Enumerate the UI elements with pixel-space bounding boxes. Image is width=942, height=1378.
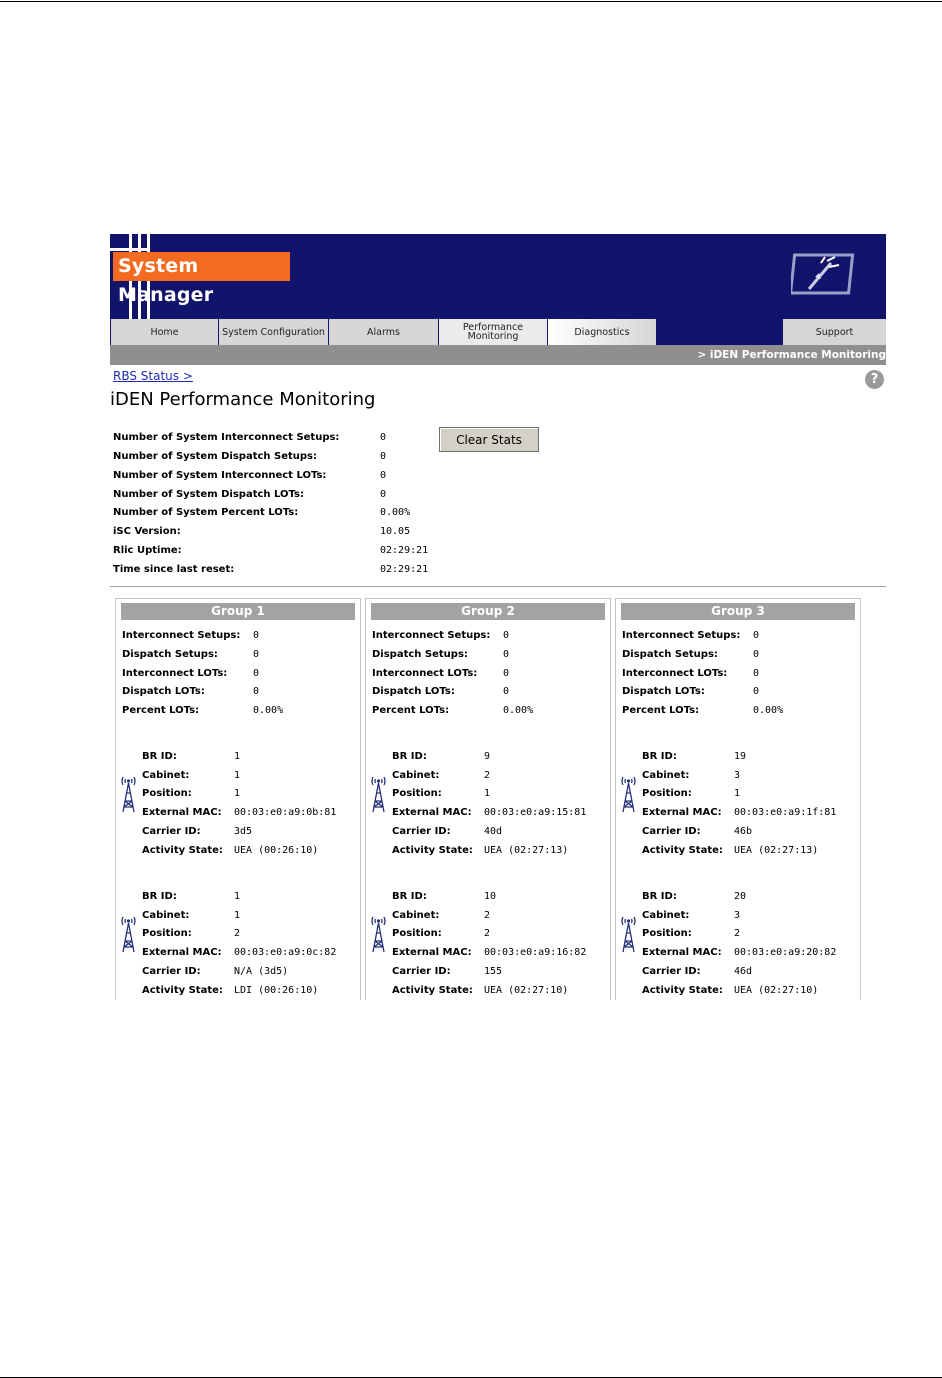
br-field-value: 00:03:e0:a9:16:82: [484, 947, 587, 958]
group-stat-label: Interconnect LOTs:: [622, 668, 728, 679]
br-field-value: 2: [484, 928, 491, 939]
br-field-value: 00:03:e0:a9:1f:81: [734, 807, 837, 818]
header-banner: [110, 234, 886, 319]
summary-label: Time since last reset:: [113, 564, 235, 575]
group-stat-value: 0.00%: [253, 705, 284, 716]
group-stat-label: Dispatch Setups:: [622, 649, 718, 660]
group-header: Group 1: [121, 603, 355, 620]
group-stat-value: 0.00%: [753, 705, 784, 716]
br-field-label: BR ID:: [392, 751, 427, 762]
page-top-rule: [0, 1, 942, 2]
br-field-value: 155: [484, 966, 503, 977]
summary-label: Number of System Percent LOTs:: [113, 507, 299, 518]
tab-home[interactable]: Home: [110, 319, 218, 345]
br-field-value: N/A (3d5): [234, 966, 289, 977]
br-field-value: 1: [734, 788, 741, 799]
radio-tower-icon: [120, 773, 137, 813]
br-field-label: Position:: [392, 928, 442, 939]
page-title: iDEN Performance Monitoring: [110, 389, 376, 410]
group-panel: [365, 598, 611, 1000]
br-field-value: 2: [484, 770, 491, 781]
summary-value: 0: [380, 432, 387, 443]
group-stat-value: 0.00%: [503, 705, 534, 716]
group-stat-value: 0: [253, 686, 260, 697]
br-field-label: Carrier ID:: [392, 826, 451, 837]
summary-label: Number of System Interconnect Setups:: [113, 432, 340, 443]
br-field-label: Carrier ID:: [642, 826, 701, 837]
br-field-label: External MAC:: [392, 807, 472, 818]
br-field-label: BR ID:: [142, 891, 177, 902]
br-field-value: 2: [734, 928, 741, 939]
br-field-label: Cabinet:: [642, 770, 690, 781]
group-stat-value: 0: [753, 686, 760, 697]
br-field-value: UEA (02:27:13): [734, 845, 819, 856]
system-manager-logo-icon: [791, 251, 857, 297]
br-field-value: 10: [484, 891, 497, 902]
location-bar: [110, 345, 886, 365]
br-field-value: 46b: [734, 826, 753, 837]
br-field-value: 1: [234, 751, 241, 762]
summary-label: Number of System Dispatch Setups:: [113, 451, 317, 462]
group-stat-label: Interconnect Setups:: [122, 630, 241, 641]
summary-label: Rlic Uptime:: [113, 545, 182, 556]
br-field-label: BR ID:: [642, 891, 677, 902]
group-stat-label: Interconnect LOTs:: [122, 668, 228, 679]
br-field-label: Cabinet:: [142, 910, 190, 921]
location-text: > iDEN Performance Monitoring: [697, 349, 886, 361]
browser-screenshot: [110, 234, 886, 1000]
group-stat-value: 0: [753, 649, 760, 660]
br-field-label: Cabinet:: [642, 910, 690, 921]
br-field-value: 20: [734, 891, 747, 902]
br-field-label: Cabinet:: [392, 910, 440, 921]
tab-performance-monitoring[interactable]: Performance Monitoring: [438, 319, 547, 345]
br-field-label: BR ID:: [142, 751, 177, 762]
group-stat-label: Dispatch Setups:: [122, 649, 218, 660]
group-stat-value: 0: [503, 686, 510, 697]
br-field-value: 00:03:e0:a9:0b:81: [234, 807, 337, 818]
section-divider: [110, 586, 886, 587]
br-field-label: Position:: [642, 928, 692, 939]
br-field-value: 00:03:e0:a9:15:81: [484, 807, 587, 818]
br-field-label: Cabinet:: [392, 770, 440, 781]
br-field-label: Activity State:: [642, 845, 723, 856]
br-field-label: Activity State:: [142, 845, 223, 856]
br-field-label: External MAC:: [142, 947, 222, 958]
group-stat-label: Dispatch LOTs:: [372, 686, 455, 697]
br-field-value: 1: [234, 770, 241, 781]
summary-value: 0: [380, 470, 387, 481]
group-stat-label: Dispatch LOTs:: [122, 686, 205, 697]
group-stat-label: Percent LOTs:: [622, 705, 700, 716]
group-stat-value: 0: [503, 630, 510, 641]
br-field-label: Position:: [142, 788, 192, 799]
tab-support[interactable]: Support: [782, 319, 886, 345]
br-field-label: Activity State:: [142, 985, 223, 996]
br-field-value: UEA (02:27:10): [734, 985, 819, 996]
group-stat-label: Interconnect LOTs:: [372, 668, 478, 679]
br-field-value: 00:03:e0:a9:0c:82: [234, 947, 337, 958]
group-stat-label: Interconnect Setups:: [622, 630, 741, 641]
br-field-value: LDI (00:26:10): [234, 985, 319, 996]
br-field-value: UEA (02:27:13): [484, 845, 569, 856]
br-field-value: 1: [234, 910, 241, 921]
summary-label: Number of System Interconnect LOTs:: [113, 470, 327, 481]
summary-label: Number of System Dispatch LOTs:: [113, 489, 304, 500]
app-title: System Manager: [113, 252, 290, 281]
radio-tower-icon: [620, 913, 637, 953]
br-field-label: BR ID:: [642, 751, 677, 762]
group-header: Group 2: [371, 603, 605, 620]
br-field-value: 1: [234, 788, 241, 799]
summary-value: 02:29:21: [380, 564, 429, 575]
banner-stripe: [110, 248, 148, 251]
group-stat-label: Dispatch LOTs:: [622, 686, 705, 697]
tab-alarms[interactable]: Alarms: [328, 319, 438, 345]
breadcrumb-rbs-status[interactable]: RBS Status >: [113, 369, 193, 383]
group-stat-value: 0: [253, 630, 260, 641]
br-field-value: 1: [234, 891, 241, 902]
group-stat-label: Dispatch Setups:: [372, 649, 468, 660]
br-field-label: BR ID:: [392, 891, 427, 902]
group-stat-value: 0: [503, 649, 510, 660]
br-field-label: Activity State:: [392, 845, 473, 856]
br-field-value: 1: [484, 788, 491, 799]
summary-value: 10.05: [380, 526, 411, 537]
group-stat-value: 0: [753, 668, 760, 679]
radio-tower-icon: [620, 773, 637, 813]
tab-diagnostics[interactable]: Diagnostics: [547, 319, 656, 345]
br-field-label: Activity State:: [642, 985, 723, 996]
tab-system-configuration[interactable]: System Configuration: [218, 319, 328, 345]
br-field-value: 3: [734, 770, 741, 781]
help-icon[interactable]: ?: [865, 370, 884, 389]
radio-tower-icon: [370, 773, 387, 813]
br-field-value: 46d: [734, 966, 753, 977]
summary-value: 02:29:21: [380, 545, 429, 556]
br-field-value: 40d: [484, 826, 503, 837]
group-stat-label: Percent LOTs:: [372, 705, 450, 716]
summary-value: 0: [380, 489, 387, 500]
group-stat-label: Interconnect Setups:: [372, 630, 491, 641]
br-field-label: Position:: [142, 928, 192, 939]
br-field-value: 3d5: [234, 826, 253, 837]
group-stat-value: 0: [503, 668, 510, 679]
summary-value: 0: [380, 451, 387, 462]
radio-tower-icon: [120, 913, 137, 953]
group-stat-value: 0: [753, 630, 760, 641]
group-panel: [115, 598, 361, 1000]
summary-value: 0.00%: [380, 507, 411, 518]
br-field-label: Position:: [392, 788, 442, 799]
group-stat-label: Percent LOTs:: [122, 705, 200, 716]
br-field-label: Cabinet:: [142, 770, 190, 781]
clear-stats-button[interactable]: Clear Stats: [439, 427, 539, 452]
br-field-label: Carrier ID:: [142, 966, 201, 977]
br-field-value: 19: [734, 751, 747, 762]
br-field-label: Activity State:: [392, 985, 473, 996]
br-field-label: External MAC:: [642, 947, 722, 958]
group-stat-value: 0: [253, 668, 260, 679]
br-field-value: 9: [484, 751, 491, 762]
br-field-value: UEA (02:27:10): [484, 985, 569, 996]
radio-tower-icon: [370, 913, 387, 953]
br-field-value: UEA (00:26:10): [234, 845, 319, 856]
br-field-value: 2: [484, 910, 491, 921]
br-field-value: 2: [234, 928, 241, 939]
br-field-value: 00:03:e0:a9:20:82: [734, 947, 837, 958]
br-field-label: External MAC:: [392, 947, 472, 958]
br-field-label: External MAC:: [142, 807, 222, 818]
summary-label: iSC Version:: [113, 526, 181, 537]
br-field-value: 3: [734, 910, 741, 921]
group-panel: [615, 598, 861, 1000]
group-stat-value: 0: [253, 649, 260, 660]
br-field-label: Carrier ID:: [142, 826, 201, 837]
br-field-label: External MAC:: [642, 807, 722, 818]
group-header: Group 3: [621, 603, 855, 620]
main-nav-tabs: [110, 319, 886, 345]
br-field-label: Carrier ID:: [392, 966, 451, 977]
br-field-label: Carrier ID:: [642, 966, 701, 977]
br-field-label: Position:: [642, 788, 692, 799]
